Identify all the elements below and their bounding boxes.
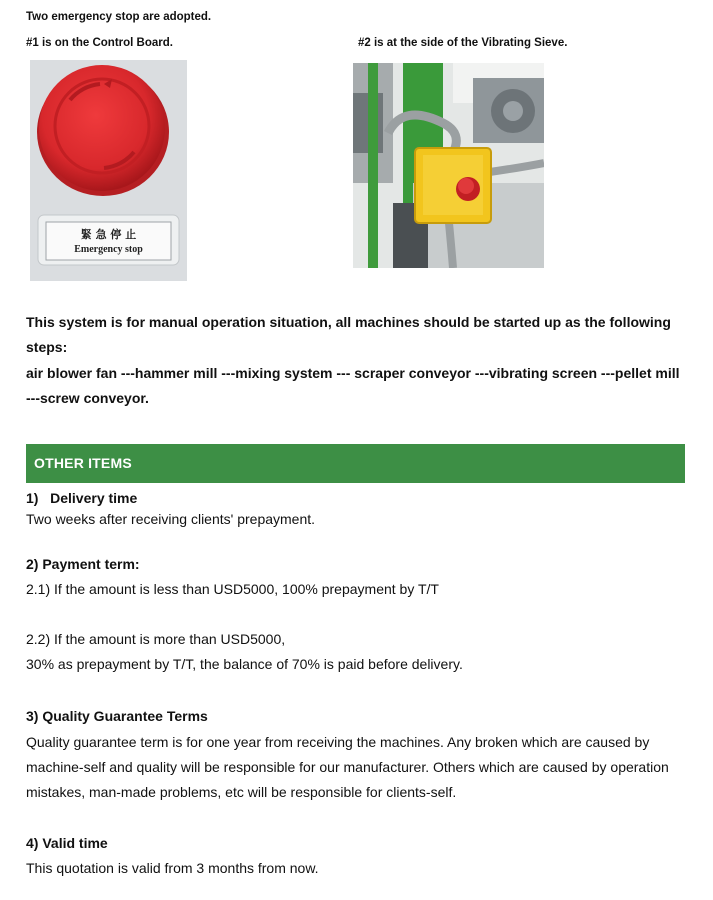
payment-heading: 2) Payment term: <box>26 556 140 572</box>
vibrating-sieve-illustration <box>353 63 544 268</box>
quality-line-1: Quality guarantee term is for one year from receiving the machines. Any broken which are caused by <box>26 734 650 750</box>
sign-chinese-text: 緊 急 停 止 <box>80 228 137 241</box>
photo1-caption: #1 is on the Control Board. <box>26 37 173 49</box>
other-items-title: OTHER ITEMS <box>34 455 132 471</box>
payment-line-3: 30% as prepayment by T/T, the balance of 70% is paid before delivery. <box>26 656 463 672</box>
delivery-heading: 1) Delivery time <box>26 490 138 506</box>
vibrating-sieve-photo <box>353 63 544 268</box>
payment-line-2: 2.2) If the amount is more than USD5000, <box>26 631 286 647</box>
quality-line-2: machine-self and quality will be responsible for our manufacturer. Others which are caused by operation <box>26 759 669 775</box>
quality-line-3: mistakes, man-made problems, etc will be responsible for clients-self. <box>26 784 457 800</box>
valid-heading: 4) Valid time <box>26 835 108 851</box>
system-line-2: steps: <box>26 339 68 355</box>
system-line-1: This system is for manual operation situation, all machines should be started up as the following <box>26 314 671 330</box>
delivery-text: Two weeks after receiving clients' prepayment. <box>26 511 316 527</box>
quality-heading: 3) Quality Guarantee Terms <box>26 708 208 724</box>
intro-text: Two emergency stop are adopted. <box>26 11 212 23</box>
system-line-3: air blower fan ---hammer mill ---mixing system --- scraper conveyor ---vibrating screen ---pellet mill <box>26 365 680 381</box>
emergency-stop-photo <box>30 60 187 281</box>
other-items-banner <box>26 444 685 483</box>
valid-text: This quotation is valid from 3 months from now. <box>26 860 319 876</box>
sign-english-text: Emergency stop <box>74 244 143 255</box>
payment-line-1: 2.1) If the amount is less than USD5000, 100% prepayment by T/T <box>26 581 439 597</box>
photo2-caption: #2 is at the side of the Vibrating Sieve. <box>358 37 568 49</box>
system-line-4: ---screw conveyor. <box>26 390 149 406</box>
